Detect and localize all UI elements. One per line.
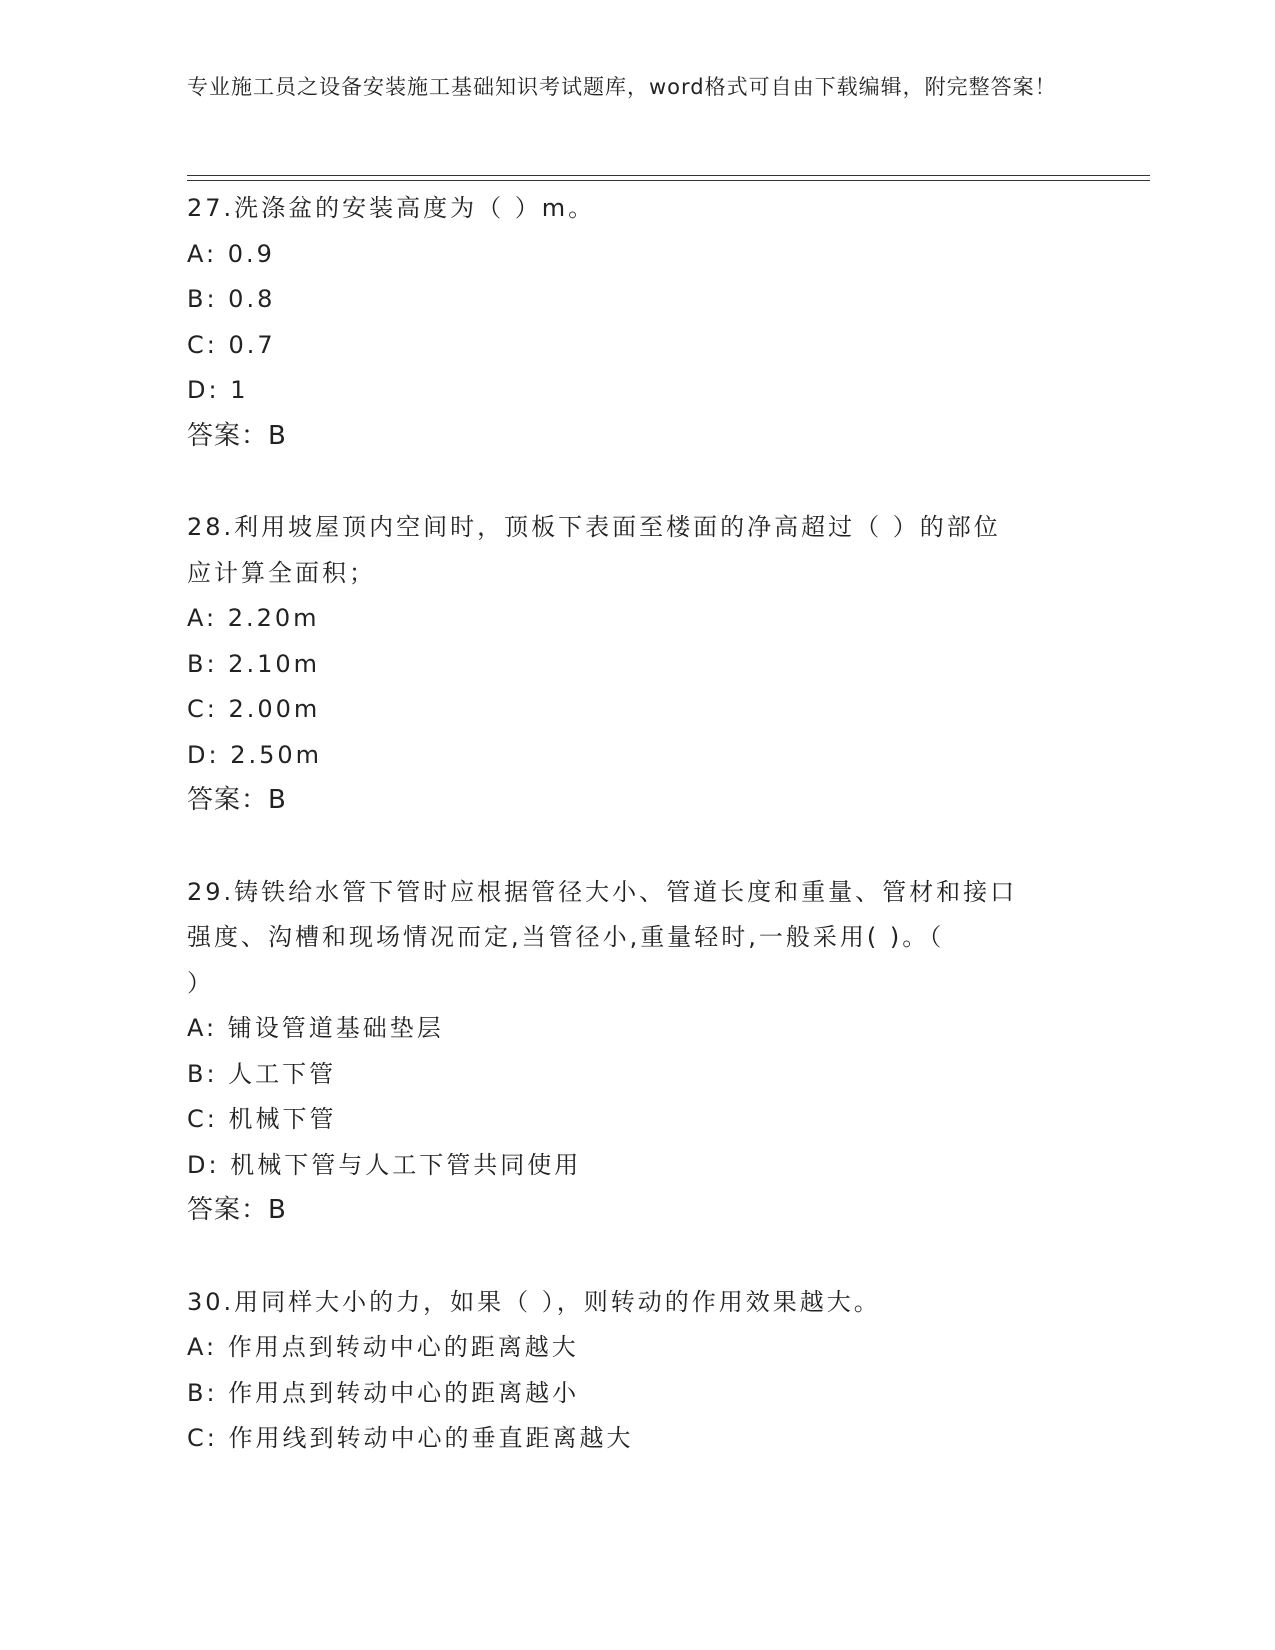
answer-option: D: 1: [187, 376, 249, 404]
answer-option: D: 机械下管与人工下管共同使用: [187, 1150, 582, 1179]
answer-option: C: 作用线到转动中心的垂直距离越大: [187, 1424, 634, 1452]
answer-option: A: 作用点到转动中心的距离越大: [187, 1333, 579, 1361]
question-stem: 29.铸铁给水管下管时应根据管径大小、管道长度和重量、管材和接口: [187, 877, 1018, 906]
header-divider-top: [187, 175, 1150, 176]
answer-option: C: 机械下管: [187, 1105, 337, 1133]
question-stem: ）: [187, 968, 214, 997]
answer-option: B: 作用点到转动中心的距离越小: [187, 1378, 580, 1407]
question-item: [187, 870, 1087, 1234]
question-stem: 28.利用坡屋顶内空间时，顶板下表面至楼面的净高超过（ ）的部位: [187, 513, 1001, 541]
question-stem: 30.用同样大小的力，如果（ ），则转动的作用效果越大。: [187, 1287, 881, 1316]
correct-answer: 答案：B: [187, 785, 287, 815]
document-header: 专业施工员之设备安装施工基础知识考试题库，word格式可自由下载编辑，附完整答案！: [187, 75, 1057, 99]
question-item: [187, 186, 1087, 459]
answer-option: C: 2.00m: [187, 695, 321, 723]
answer-option: C: 0.7: [187, 330, 276, 359]
answer-option: A: 2.20m: [187, 604, 320, 632]
question-stem: 应计算全面积；: [187, 558, 376, 587]
answer-option: A: 铺设管道基础垫层: [187, 1014, 444, 1042]
answer-option: B: 人工下管: [187, 1059, 337, 1088]
question-list: [187, 186, 1087, 1508]
correct-answer: 答案：B: [187, 1195, 287, 1225]
question-item: [187, 505, 1087, 824]
question-item: [187, 1280, 1087, 1462]
answer-option: A: 0.9: [187, 239, 275, 268]
question-stem: 强度、沟槽和现场情况而定,当管径小,重量轻时,一般采用( )。（: [187, 923, 945, 951]
correct-answer: 答案：B: [187, 420, 287, 451]
answer-option: B: 2.10m: [187, 649, 320, 678]
answer-option: B: 0.8: [187, 285, 276, 313]
answer-option: D: 2.50m: [187, 740, 323, 769]
question-stem: 27.洗涤盆的安装高度为（ ）m。: [187, 194, 596, 222]
header-divider-bottom: [187, 180, 1150, 181]
